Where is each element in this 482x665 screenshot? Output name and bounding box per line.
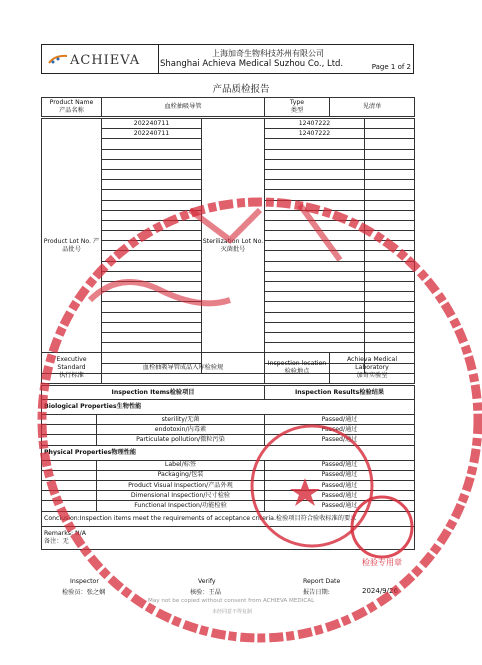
copy-watermark-en: May not be copied without consent from ACHIEVA MEDICAL [148,598,315,604]
lot-cell [102,271,202,281]
executive-standard-label-cn: 执行标准 [59,372,84,379]
page-title: 产品质检报告 [212,84,270,95]
inspection-results-header: Inspection Results检验结果 [265,386,415,400]
lot-extra-cell [365,180,415,190]
sterilization-lot-cell [265,282,365,292]
product-lot-label: Product Lot No. 产品批号 [42,119,102,374]
biological-item: sterility/无菌 [97,415,265,425]
logo-swoosh-icon [48,53,68,65]
biological-item: Particulate pollution/微粒污染 [97,435,265,445]
lot-extra-cell [365,139,415,149]
inspection-items-header: Inspection Items检验项目 [42,386,265,400]
lot-cell [102,220,202,230]
lot-extra-cell [365,119,415,129]
lot-extra-cell [365,190,415,200]
sterilization-lot-cell [265,332,365,342]
physical-row [42,480,415,490]
row-spacer [42,501,97,511]
remarks-cn: 备注：无 [44,537,69,545]
lot-extra-cell [365,169,415,179]
remarks [42,526,415,549]
product-name-label-cn: 产品名称 [59,107,84,114]
sterilization-lot-cell [265,261,365,271]
remarks-en: Remarks: N/A [44,529,86,537]
type-label-cn: 类型 [290,107,304,114]
lot-extra-cell [365,241,415,251]
inspector-label-en: Inspector [70,578,99,585]
row-spacer [42,491,97,501]
physical-result: Passed/通过 [265,480,415,490]
lot-extra-cell [365,322,415,332]
sterilization-lot-cell [265,169,365,179]
row-spacer [42,425,97,435]
biological-row [42,425,415,435]
sterilization-lot-cell [265,292,365,302]
lot-cell [102,302,202,312]
lot-extra-cell [365,292,415,302]
sterilization-lot-cell [265,220,365,230]
physical-row [42,470,415,480]
report-date-label-cn: 报告日期: [303,589,330,596]
executive-standard-label [42,353,102,384]
lot-extra-cell [365,251,415,261]
physical-row [42,501,415,511]
physical-result: Passed/通过 [265,501,415,511]
product-name-label [42,98,102,117]
sterilization-lot-label: Sterilization Lot No. 灭菌批号 [202,119,265,374]
row-spacer [42,415,97,425]
type-label-en: Type [289,99,305,106]
physical-item: Product Visual Inspection/产品外观 [97,480,265,490]
sterilization-lot-cell [265,190,365,200]
sterilization-lot-cell [265,312,365,322]
verify-label-en: Verify [198,578,216,585]
lot-cell [102,210,202,220]
lot-cell [102,139,202,149]
lot-table [41,118,415,374]
sterilization-lot-cell [265,231,365,241]
physical-row [42,460,415,470]
company-name-en: Shanghai Achieva Medical Suzhou Co., Ltd. [160,59,344,69]
sterilization-lot-cell [265,210,365,220]
lot-cell [102,322,202,332]
lot-cell [102,169,202,179]
product-name-label-en: Product Name [49,99,94,106]
page-number: Page 1 of 2 [371,63,411,71]
lot-cell [102,282,202,292]
physical-item: Label/标签 [97,460,265,470]
lot-cell [102,312,202,322]
sterilization-lot-cell [265,251,365,261]
lot-extra-cell [365,200,415,210]
physical-item: Dimensional Inspection/尺寸检验 [97,491,265,501]
lot-cell [102,241,202,251]
sterilization-lot-cell [265,180,365,190]
company-logo [42,45,159,73]
company-name-cn: 上海加奇生物科技苏州有限公司 [212,49,324,58]
lot-extra-cell [365,261,415,271]
seal-label: 检验专用章 [362,558,402,567]
report-table [41,97,415,117]
lot-cell [102,159,202,169]
sterilization-lot-cell [265,271,365,281]
lot-extra-cell [365,332,415,342]
sterilization-lot-cell [265,139,365,149]
biological-row [42,435,415,445]
lot-extra-cell [365,282,415,292]
physical-result: Passed/通过 [265,460,415,470]
document-header [41,44,414,74]
copy-watermark-cn: 未经同意不得复制 [212,609,253,615]
biological-row [42,415,415,425]
verify-label-cn: 核验：王晶 [190,589,221,596]
row-spacer [42,480,97,490]
lot-cell [102,261,202,271]
executive-standard-value: 血栓抽吸导管成品入库检验规 [102,353,265,384]
product-name-value: 血栓抽吸导管 [102,98,265,117]
type-label [265,98,330,117]
row-spacer [42,470,97,480]
physical-item: Packaging/包装 [97,470,265,480]
biological-item: endotoxin/内毒素 [97,425,265,435]
sterilization-lot-cell [265,322,365,332]
biological-section-title: Biological Properties生物性能 [42,400,415,415]
sterilization-lot-cell: 12407222 [265,129,365,139]
lot-extra-cell [365,271,415,281]
inspection-location-label [265,353,330,384]
sterilization-lot-cell [265,200,365,210]
lot-extra-cell [365,231,415,241]
signature-footer [0,575,482,615]
lot-row [42,119,415,129]
row-spacer [42,460,97,470]
lot-extra-cell [365,210,415,220]
lot-cell: 202240711 [102,119,202,129]
lot-cell [102,190,202,200]
standard-table [41,352,415,384]
physical-result: Passed/通过 [265,491,415,501]
lot-extra-cell [365,220,415,230]
row-spacer [42,435,97,445]
biological-result: Passed/通过 [265,425,415,435]
conclusion-text: Conclusion:Inspection items meet the requirements of acceptance criteria.检验项目符合验收标准的要求 [42,511,415,526]
lot-cell [102,180,202,190]
sterilization-lot-cell [265,241,365,251]
physical-row [42,491,415,501]
lot-cell [102,231,202,241]
inspector-label-cn: 检验员：张之娴 [62,589,106,596]
inspection-table [41,385,415,550]
logo-text: ACHIEVA [70,53,141,68]
physical-result: Passed/通过 [265,470,415,480]
lot-extra-cell [365,129,415,139]
sterilization-lot-cell [265,149,365,159]
lot-extra-cell [365,302,415,312]
sterilization-lot-cell [265,302,365,312]
executive-standard-label-en: Executive Standard [56,356,87,371]
inspection-location-value [330,353,415,384]
lot-extra-cell [365,149,415,159]
lot-cell: 202240711 [102,129,202,139]
report-date-value: 2024/9/26 [362,587,398,595]
lot-cell [102,332,202,342]
physical-item: Functional Inspection/功能检验 [97,501,265,511]
biological-result: Passed/通过 [265,435,415,445]
lot-cell [102,200,202,210]
lot-cell [102,292,202,302]
lot-extra-cell [365,159,415,169]
lot-extra-cell [365,312,415,322]
type-value: 见清单 [330,98,415,117]
lot-cell [102,149,202,159]
physical-section-title: Physical Properties物理性能 [42,445,415,460]
lot-cell [102,251,202,261]
inspection-location-value-en: Achieva Medical Laboratory [346,356,398,371]
inspection-location-label-en: Inspection location [267,360,327,367]
inspection-location-value-cn: 加奇实验室 [356,372,388,379]
report-date-label-en: Report Date [303,578,341,585]
biological-result: Passed/通过 [265,415,415,425]
sterilization-lot-cell [265,159,365,169]
sterilization-lot-cell: 12407222 [265,119,365,129]
inspection-location-label-cn: 检验地点 [284,368,310,375]
